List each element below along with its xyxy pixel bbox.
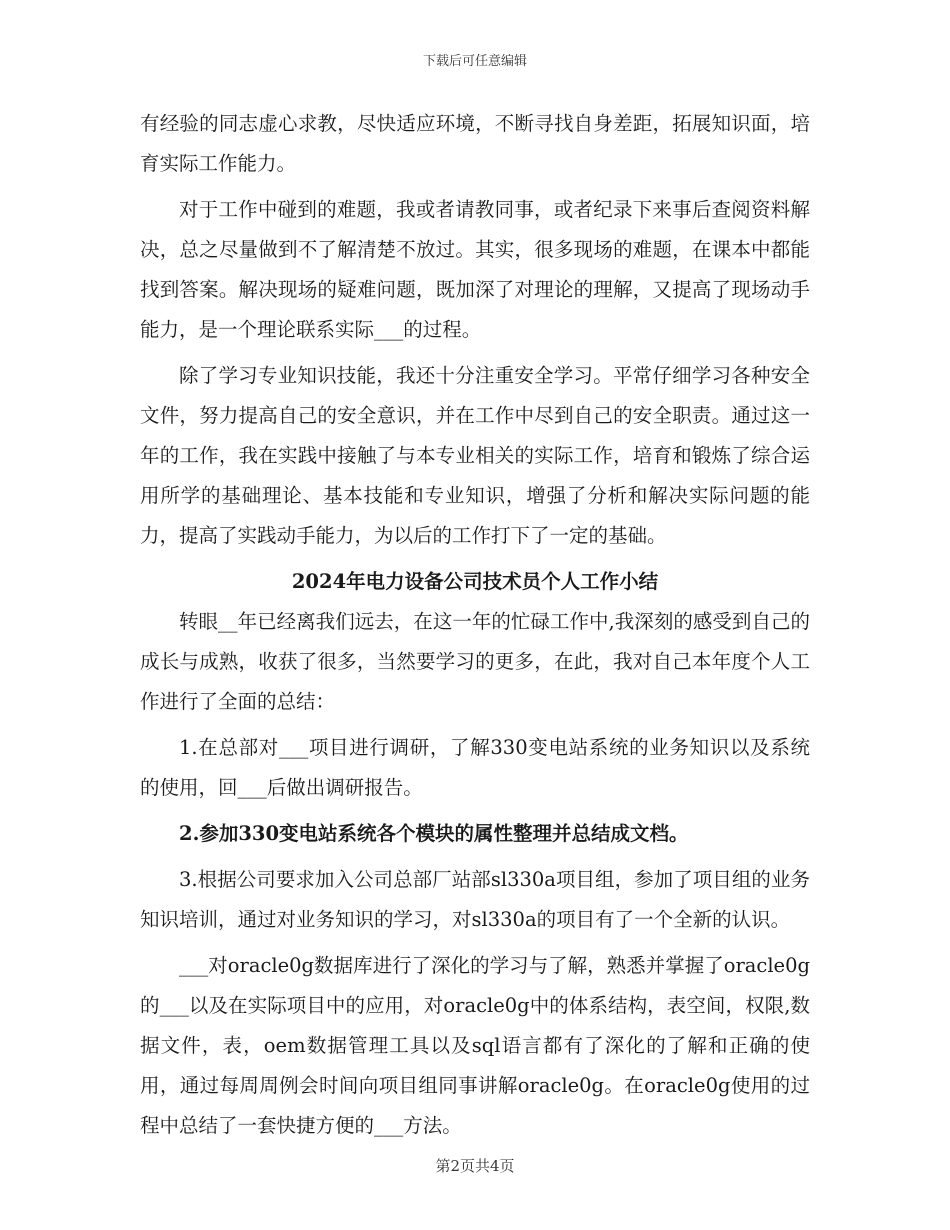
- page-header: 下载后可任意编辑: [422, 54, 527, 69]
- document-body: [140, 104, 810, 1146]
- paragraph-3: 除了学习专业知识技能，我还十分注重安全学习。平常仔细学习各种安全文件，努力提高自己的安全意识，并在工作中尽到自己的安全职责。通过这一年的工作，我在实践中接触了与本专业相关的实际工作，培育和锻炼了综合运用所学的基础理论、基本技能和专业知识，增强了分析和解决实际问题的能力，提高了实践动手能力，为以后的工作打下了一定的基础。: [140, 364, 810, 547]
- paragraph-1: 有经验的同志虚心求教，尽快适应环境，不断寻找自身差距，拓展知识面，培育实际工作能力。: [140, 112, 810, 175]
- paragraph-oracle: ___对oracle0g数据库进行了深化的学习与了解，熟悉并掌握了oracle0g的___以及在实际项目中的应用，对oracle0g中的体系结构，表空间，权限,数据文件，表，oem数据管理工具以及sql语言都有了深化的了解和正确的使用，通过每周周例会时间向项目组同事讲解oracle0g。在oracle0g使用的过程中总结了一套快捷方便的___方法。: [140, 954, 810, 1137]
- list-item-1: 1.在总部对___项目进行调研，了解330变电站系统的业务知识以及系统的使用，回___后做出调研报告。: [140, 736, 810, 799]
- list-item-2: 2.参加330变电站系统各个模块的属性整理并总结成文档。: [179, 822, 689, 845]
- page-footer: 第2页共4页: [435, 1157, 515, 1175]
- paragraph-2: 对于工作中碰到的难题，我或者请教同事，或者纪录下来事后查阅资料解决，总之尽量做到不了解清楚不放过。其实，很多现场的难题，在课本中都能找到答案。解决现场的疑难问题，既加深了对理论的理解，又提高了现场动手能力，是一个理论联系实际___的过程。: [140, 198, 810, 341]
- list-item-3: 3.根据公司要求加入公司总部厂站部sl330a项目组，参加了项目组的业务知识培训，通过对业务知识的学习，对sl330a的项目有了一个全新的认识。: [140, 868, 810, 931]
- paragraph-4: 转眼__年已经离我们远去，在这一年的忙碌工作中,我深刻的感受到自己的成长与成熟，收获了很多，当然要学习的更多，在此，我对自己本年度个人工作进行了全面的总结：: [140, 610, 810, 713]
- section-title: 2024年电力设备公司技术员个人工作小结: [291, 570, 659, 593]
